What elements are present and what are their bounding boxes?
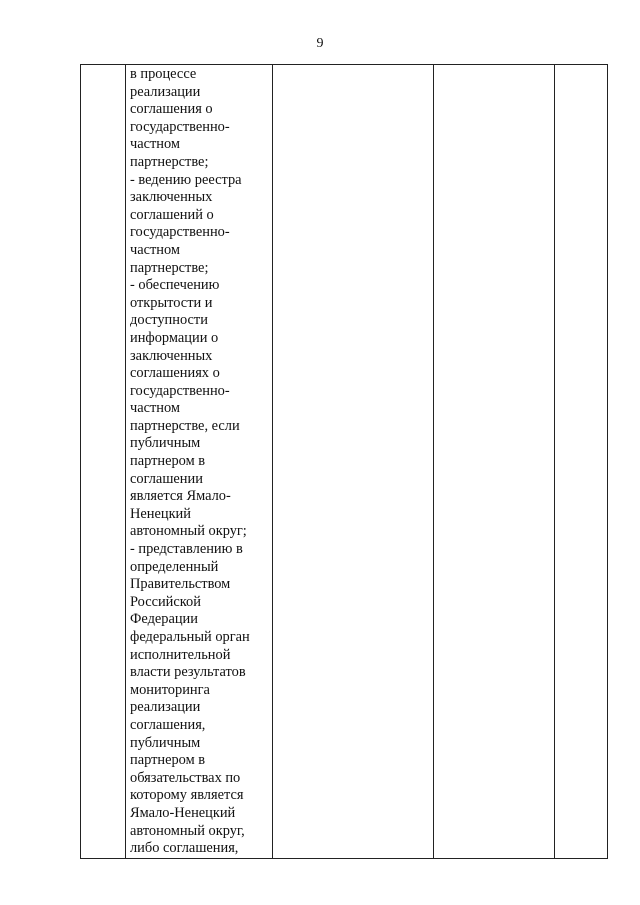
text-line: государственно- — [130, 224, 230, 241]
text-line: автономный округ, — [130, 822, 245, 839]
text-line: Российской — [130, 593, 201, 610]
text-line: соглашений о — [130, 206, 214, 223]
text-line: партнерстве, если — [130, 417, 240, 434]
text-line: обязательствах по — [130, 769, 241, 786]
text-line: Правительством — [130, 576, 231, 593]
text-line: соглашениях о — [130, 365, 220, 382]
page-number: 9 — [316, 36, 324, 51]
text-line: в процессе — [130, 66, 197, 82]
text-line: публичным — [130, 435, 201, 452]
table-cell-3 — [273, 65, 434, 859]
text-line: реализации — [130, 699, 201, 716]
table-cell-2 — [126, 65, 273, 859]
text-line: доступности — [130, 312, 208, 329]
text-line: частном — [130, 241, 181, 258]
text-line: определенный — [130, 558, 219, 575]
table-cell-1 — [81, 65, 126, 859]
table-cell-4 — [434, 65, 555, 859]
text-line: открытости и — [130, 294, 213, 311]
text-line: автономный округ; — [130, 523, 247, 540]
text-line: власти результатов — [130, 664, 246, 681]
text-line: публичным — [130, 734, 201, 751]
text-line: государственно- — [130, 382, 230, 399]
text-line: частном — [130, 400, 181, 417]
text-line: государственно- — [130, 118, 230, 135]
text-line: - обеспечению — [130, 277, 220, 294]
text-line: партнером в — [130, 453, 206, 470]
table-cell-5 — [555, 65, 608, 859]
text-line: соглашения о — [130, 101, 213, 118]
cell-text — [126, 65, 272, 858]
text-line: партнером в — [130, 752, 206, 769]
table-row — [81, 65, 608, 859]
text-line: Федерации — [130, 611, 198, 628]
text-line: партнерстве; — [130, 153, 209, 170]
text-line: федеральный орган — [130, 629, 250, 645]
text-line: мониторинга — [130, 681, 210, 698]
text-line: - представлению в — [130, 541, 243, 558]
text-line: - ведению реестра — [130, 171, 242, 188]
text-line: Ненецкий — [130, 505, 191, 522]
text-line: является Ямало- — [130, 488, 231, 505]
text-line: либо соглашения, — [130, 840, 239, 857]
text-line: Ямало-Ненецкий — [130, 804, 236, 821]
text-line: заключенных — [130, 347, 213, 364]
text-line: соглашения, — [130, 716, 206, 733]
text-line: которому является — [130, 787, 244, 804]
text-line: партнерстве; — [130, 259, 209, 276]
text-line: частном — [130, 136, 181, 153]
text-line: заключенных — [130, 189, 213, 206]
text-line: информации о — [130, 329, 219, 346]
text-line: соглашении — [130, 470, 203, 487]
text-line: реализации — [130, 83, 201, 100]
document-table — [80, 64, 608, 859]
text-line: исполнительной — [130, 646, 231, 663]
